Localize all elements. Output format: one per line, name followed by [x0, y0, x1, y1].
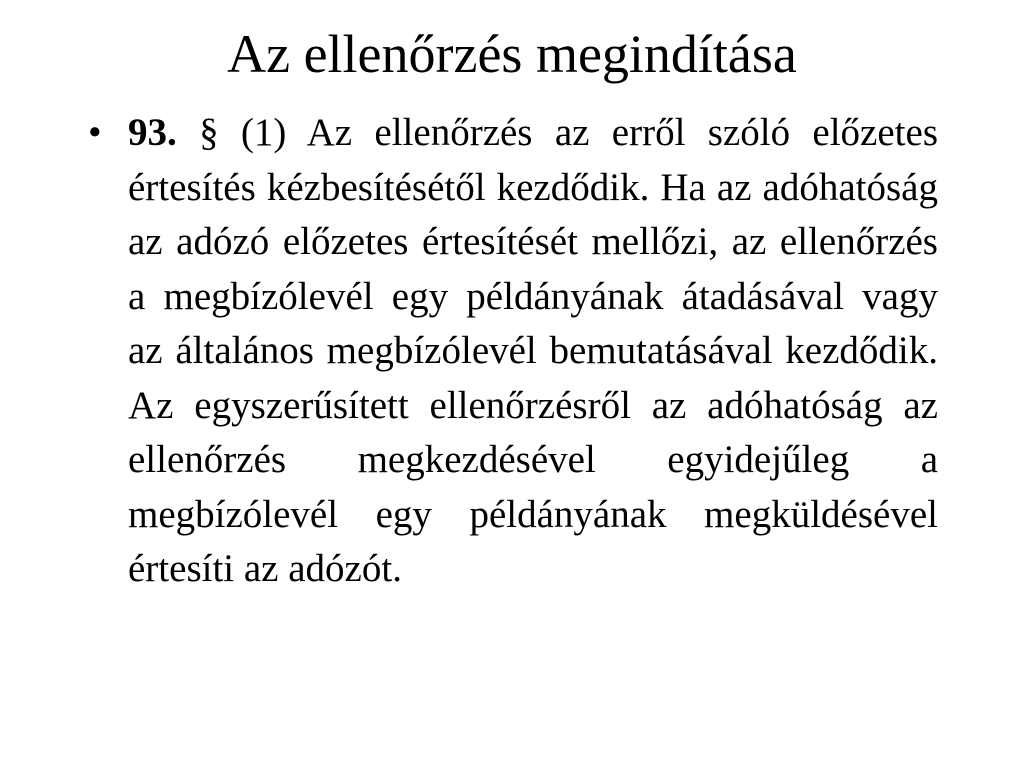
bullet-text: § (1) Az ellenőrzés az erről szóló előzetes értesítés kézbesítésétől kezdődik. Ha az adóhatóság az adózó előzetes értesítését mellőzi, az ellenőrzés a megbízólevél egy példányának átadásával vagy az általános megbízólevél bemutatásával kezdődik. Az egyszerűsített ellenőrzésről az adóhatóság az ellenőrzés megkezdésével egyidejűleg a megbízólevél egy példányának megküldésével értesíti az adózót. — [128, 111, 938, 590]
bullet-icon: • — [88, 111, 102, 154]
bullet-list — [88, 106, 938, 597]
bullet-item — [88, 106, 938, 597]
slide-title: Az ellenőrzés megindítása — [227, 24, 797, 84]
section-number: 93. — [128, 111, 177, 154]
